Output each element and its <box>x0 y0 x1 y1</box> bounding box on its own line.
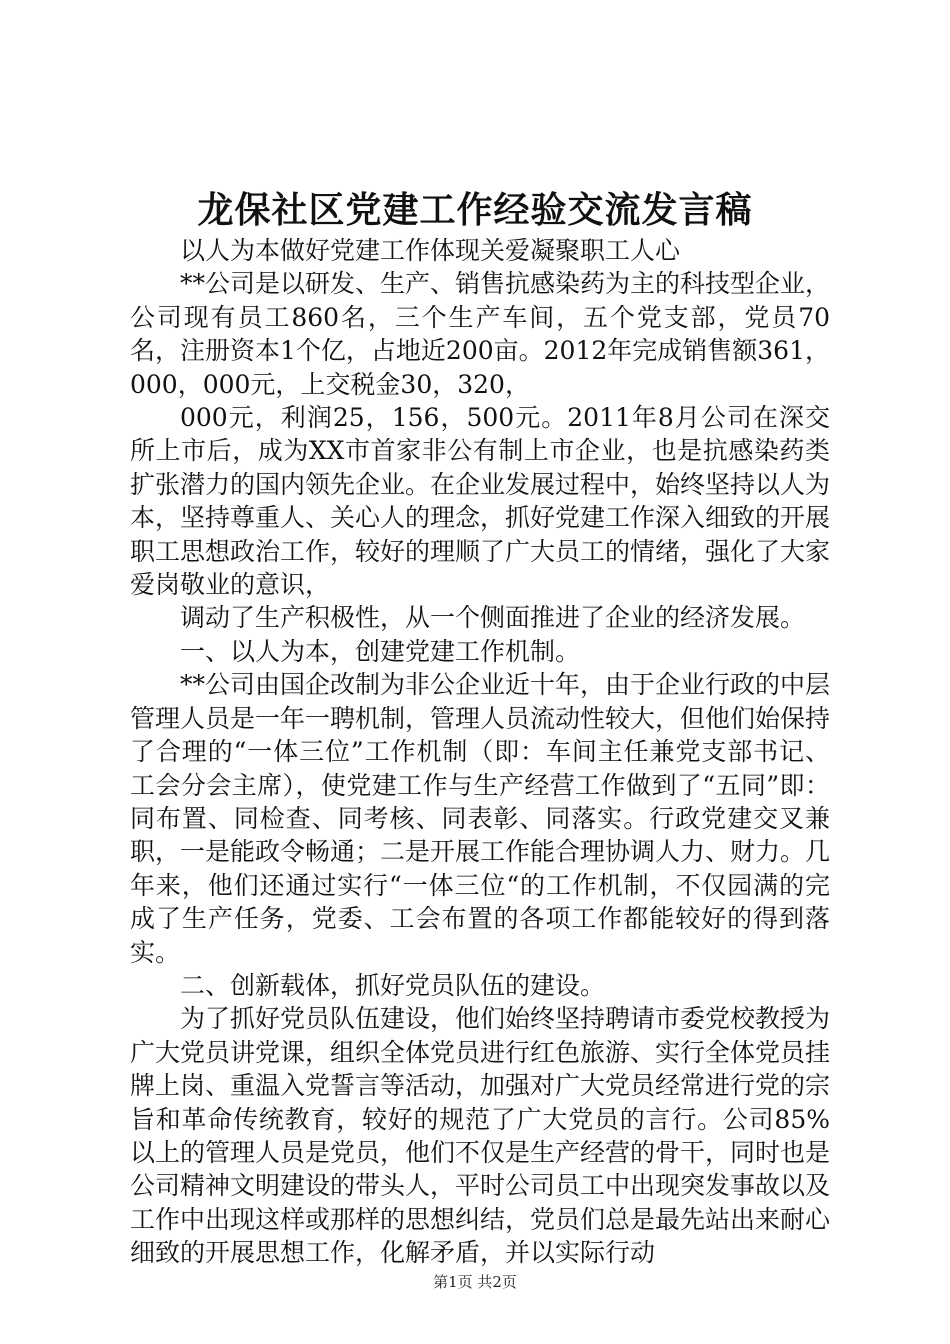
page-total: 共2页 <box>477 1273 517 1291</box>
paragraph-company-intro: **公司是以研发、生产、销售抗感染药为主的科技型企业，公司现有员工860名，三个生产车间，五个党支部，党员70名，注册资本1个亿，占地近200亩。2012年完成销售额361，000，000元，上交税金30，320， <box>130 269 831 399</box>
paragraph-team-building: 为了抓好党员队伍建设，他们始终坚持聘请市委党校教授为广大党员讲党课，组织全体党员进行红色旅游、实行全体党员挂牌上岗、重温入党誓言等活动，加强对广大党员经常进行党的宗旨和革命传统教育，较好的规范了广大党员的言行。公司85%以上的管理人员是党员，他们不仅是生产经营的骨干，同时也是公司精神文明建设的带头人，平时公司员工中出现突发事故以及工作中出现这样或那样的思想纠结，党员们总是最先站出来耐心细致的开展思想工作，化解矛盾，并以实际行动 <box>130 1004 831 1268</box>
page-footer <box>0 1272 950 1292</box>
document-title: 龙保社区党建工作经验交流发言稿 <box>197 189 753 231</box>
paragraph-production: 调动了生产积极性，从一个侧面推进了企业的经济发展。 <box>180 603 806 633</box>
paragraph-company-profit: 000元，利润25，156，500元。2011年8月公司在深交所上市后，成为XX市首家非公有制上市企业，也是抗感染药类扩张潜力的国内领先企业。在企业发展过程中，始终坚持以人为本，坚持尊重人、关心人的理念，抓好党建工作深入细致的开展职工思想政治工作，较好的理顺了广大员工的情绪，强化了大家爱岗敬业的意识， <box>130 403 831 600</box>
section-heading-two: 二、创新载体，抓好党员队伍的建设。 <box>180 970 606 1000</box>
page-number: 第1页 <box>433 1273 473 1291</box>
section-heading-one: 一、以人为本，创建党建工作机制。 <box>180 636 581 666</box>
paragraph-subtitle: 以人为本做好党建工作体现关爱凝聚职工人心 <box>180 236 681 265</box>
document-body <box>130 234 830 1270</box>
paragraph-mechanism: **公司由国企改制为非公企业近十年，由于企业行政的中层管理人员是一年一聘机制，管理人员流动性较大，但他们始保持了合理的“一体三位”工作机制（即：车间主任兼党支部书记、工会分会主席），使党建工作与生产经营工作做到了“五同”即：同布置、同检查、同考核、同表彰、同落实。行政党建交叉兼职，一是能政令畅通；二是开展工作能合理协调人力、财力。几年来，他们还通过实行“一体三位“的工作机制，不仅园满的完成了生产任务，党委、工会布置的各项工作都能较好的得到落实。 <box>130 670 831 967</box>
